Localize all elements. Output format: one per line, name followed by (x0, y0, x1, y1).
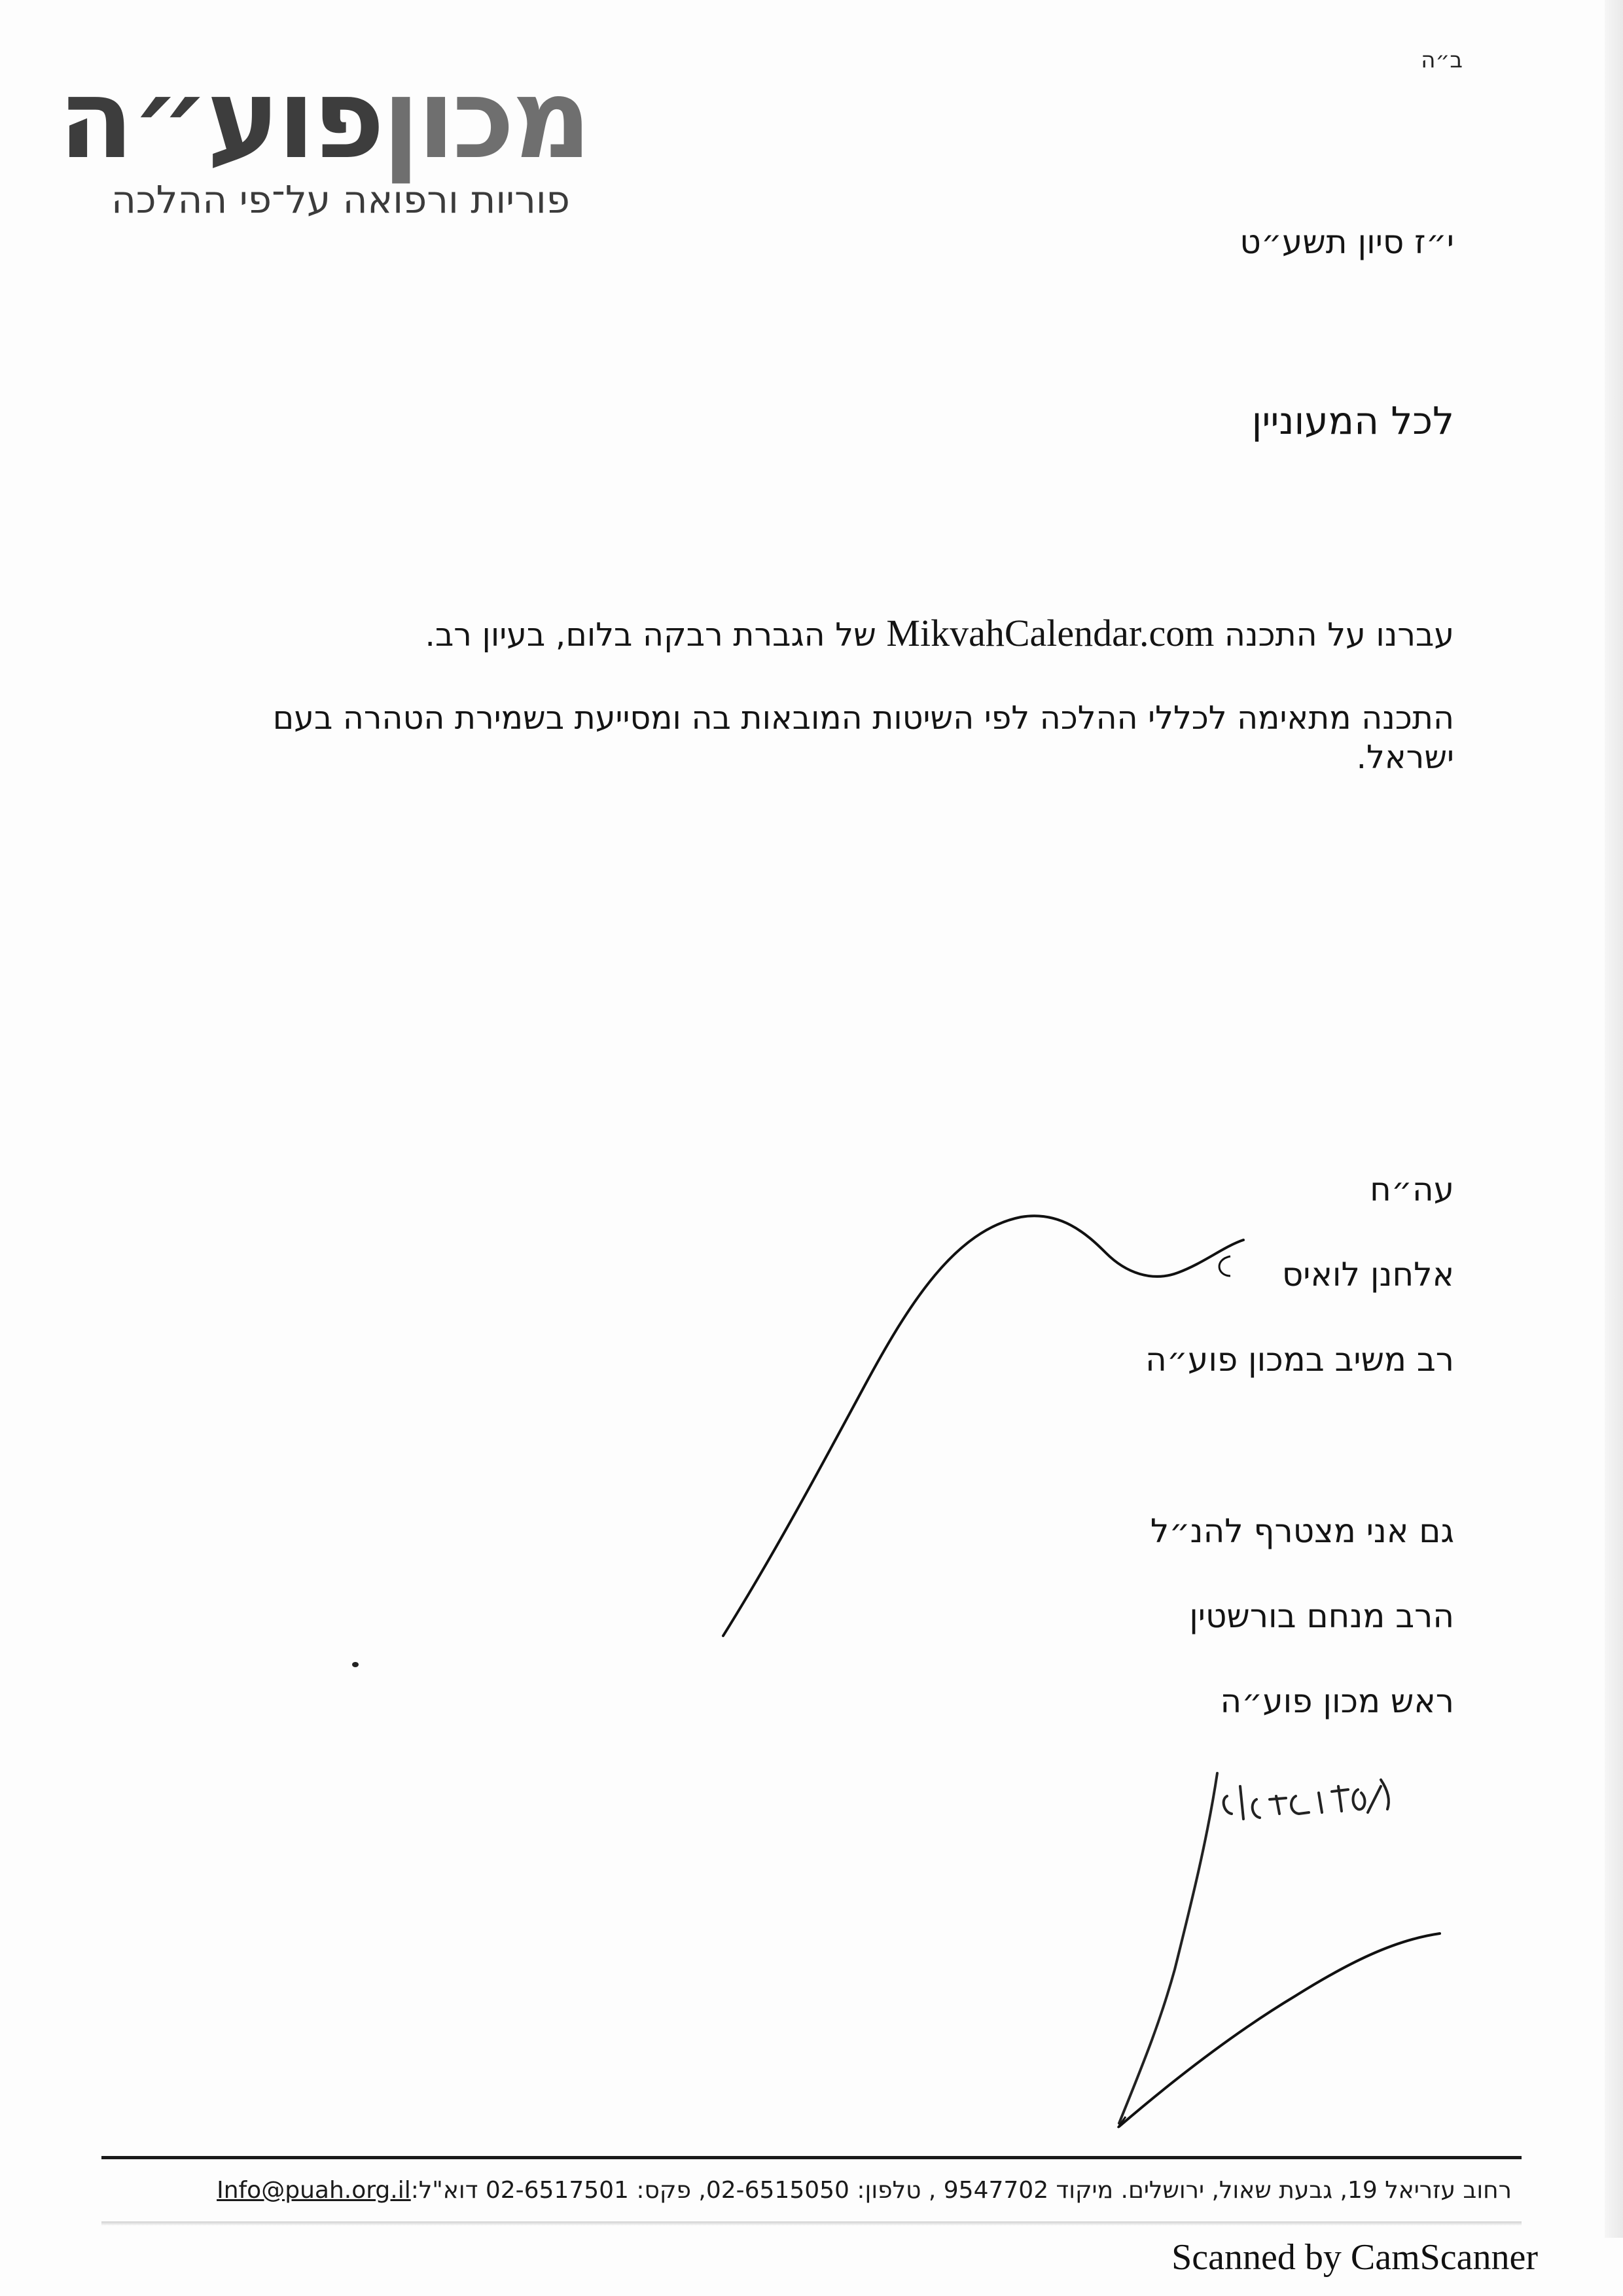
logo-name-part1: מכון (382, 55, 589, 183)
signature-2-drawing (1060, 1760, 1453, 2179)
letter-paragraph-2: התכנה מתאימה לכללי ההלכה לפי השיטות המובאות בה ומסייעת בשמירת הטהרה בעם ישראל. (272, 699, 1454, 776)
scanner-watermark: Scanned by CamScanner (1171, 2237, 1538, 2278)
signatory-1-name: אלחנן לואיס (1281, 1256, 1454, 1294)
paragraph-1-after: של הגברת רבקה בלום, בעיון רב. (425, 616, 887, 654)
footer-email-link[interactable]: Info@puah.org.il (217, 2177, 411, 2204)
letter-greeting: לכל המעוניין (1251, 398, 1454, 443)
footer-address: רחוב עזריאל 19, גבעת שאול, ירושלים. מיקוד 9547702 , טלפון: 02-6515050, פקס: 02-6517501 דוא"ל: (410, 2177, 1512, 2204)
paragraph-1-site: MikvahCalendar.com (886, 612, 1215, 654)
bh-mark: ב״ה (1421, 47, 1463, 73)
page-bottom-edge (101, 2221, 1522, 2225)
scan-speck (352, 1662, 359, 1667)
footer-rule (101, 2156, 1522, 2159)
sign-off-closing: עה״ח (1370, 1171, 1454, 1209)
logo-name-part2: פוע״ה (58, 55, 382, 183)
co-sign-statement: גם אני מצטרף להנ״ל (1150, 1512, 1454, 1550)
paragraph-1-before: עברנו על התכנה (1214, 616, 1454, 654)
letter-date: י״ז סיון תשע״ט (1240, 223, 1454, 261)
logo-tagline: פוריות ורפואה על־פי ההלכה (111, 177, 570, 222)
signatory-2-name: הרב מנחם בורשטין (1189, 1597, 1454, 1635)
signatory-2-title: ראש מכון פוע״ה (1220, 1682, 1454, 1720)
signature-2 (1060, 1760, 1453, 2179)
footer-contact (157, 2171, 1512, 2210)
signatory-1-title: רב משיב במכון פוע״ה (1145, 1341, 1454, 1379)
